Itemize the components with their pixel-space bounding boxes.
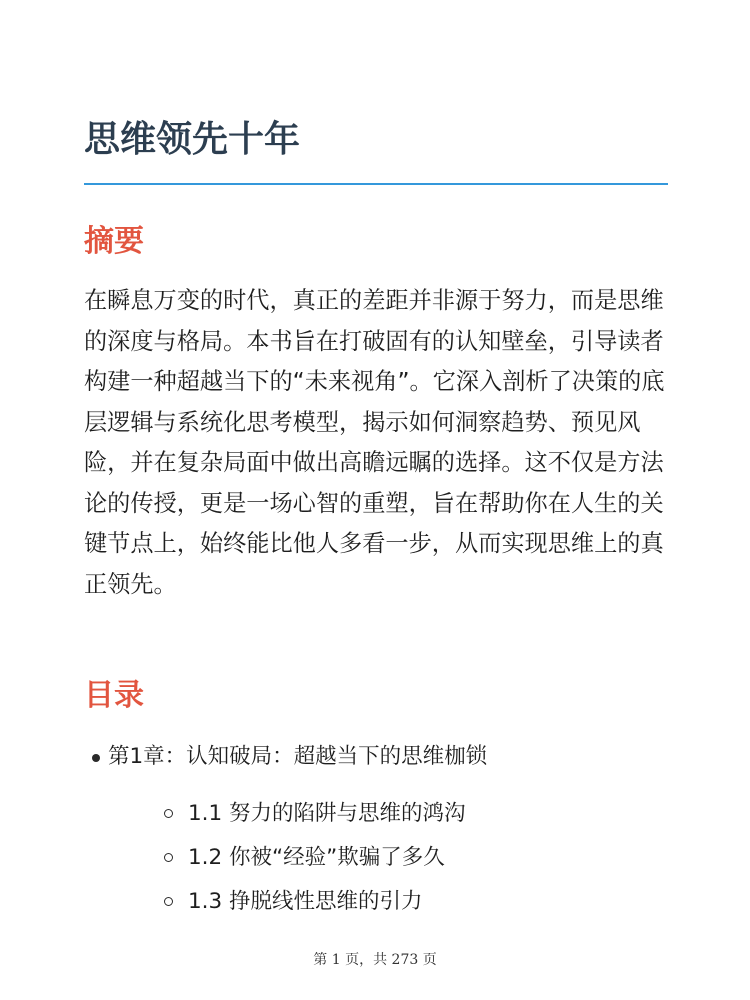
bullet-circle-icon [164,809,173,818]
abstract-text: 在瞬息万变的时代，真正的差距并非源于努力，而是思维的深度与格局。本书旨在打破固有的认知壁垒，引导读者构建一种超越当下的“未来视角”。它深入剖析了决策的底层逻辑与系统化思考模型，揭示如何洞察趋势、预见风险，并在复杂局面中做出高瞻远瞩的选择。这不仅是方法论的传授，更是一场心智的重塑，旨在帮助你在人生的关键节点上，始终能比他人多看一步，从而实现思维上的真正领先。 [84,287,665,598]
toc-section-item [188,840,445,876]
abstract-heading: 摘要 [84,224,144,259]
document-page [84,0,668,1000]
toc-section-label: 1.2 你被“经验”欺骗了多久 [188,845,445,870]
bullet-circle-icon [164,853,173,862]
page-number-footer: 第 1 页，共 273 页 [313,952,437,968]
title-divider [84,183,668,185]
toc-chapter-item [108,739,487,775]
toc-section-label: 1.3 挣脱线性思维的引力 [188,889,423,914]
toc-chapter-label: 第1章：认知破局：超越当下的思维枷锁 [108,744,488,769]
document-title: 思维领先十年 [84,119,301,160]
toc-heading: 目录 [84,678,144,713]
toc-section-label: 1.1 努力的陷阱与思维的鸿沟 [188,801,466,826]
bullet-circle-icon [164,897,173,906]
toc-section-item [188,796,466,832]
bullet-disc-icon [92,754,100,762]
toc-section-item [188,884,423,920]
